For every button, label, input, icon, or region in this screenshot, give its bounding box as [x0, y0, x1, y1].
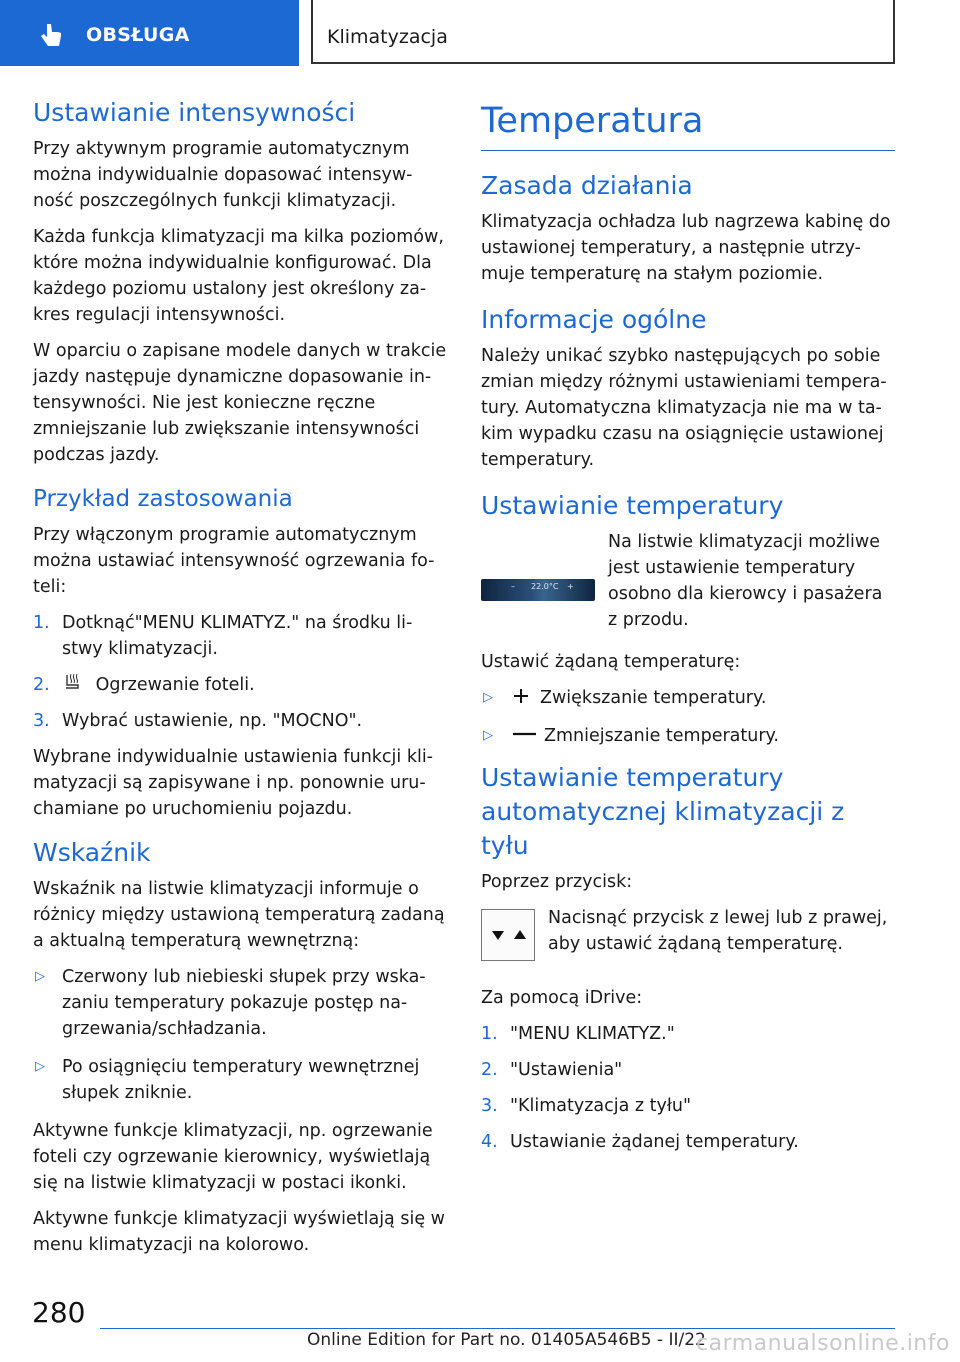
section-title: OBSŁUGA	[86, 24, 190, 46]
climate-bar-image	[481, 579, 595, 601]
edition-text: Online Edition for Part no. 01405A546B5 - II/22	[307, 1330, 706, 1350]
list-item	[33, 1054, 448, 1106]
step-number: 2.	[481, 1060, 498, 1080]
chapter-title: Klimatyzacja	[327, 26, 448, 48]
step-number: 3.	[481, 1096, 498, 1116]
paragraph: Poprzez przycisk:	[481, 872, 633, 892]
list-item	[33, 672, 448, 698]
heading-temperature: Temperatura	[481, 101, 704, 141]
paragraph: Każda funkcja klimatyzacji ma kilka poziomów, które można indywidualnie konfigurować. Dla każdego poziomu ustalony jest określony za-kres regulacji intensywności.	[33, 227, 444, 325]
bullet-list	[481, 685, 895, 749]
heading-principle: Zasada działania	[481, 171, 693, 200]
step-number: 2.	[33, 675, 50, 695]
rear-temp-button-image	[481, 909, 535, 961]
list-item	[33, 610, 448, 662]
step-text: Wybrać ustawienie, np. "MOCNO".	[62, 711, 363, 731]
step-text: Ogrzewanie foteli.	[95, 675, 255, 695]
step-text: "Klimatyzacja z tyłu"	[510, 1096, 691, 1116]
section-tab	[0, 0, 299, 66]
bullet-text: Zwiększanie temperatury.	[540, 688, 767, 708]
bullet-list	[33, 964, 448, 1106]
bar-plus-label: +	[567, 582, 574, 591]
list-item	[33, 964, 448, 1042]
step-text: "MENU KLIMATYZ."	[510, 1024, 675, 1044]
page-number: 280	[32, 1296, 86, 1329]
step-number: 1.	[33, 613, 50, 633]
list-item	[481, 1057, 895, 1083]
heading-set-temperature: Ustawianie temperatury	[481, 491, 784, 520]
paragraph: Przy włączonym programie automatycznym można ustawiać intensywność ogrzewania fo-teli:	[33, 525, 435, 597]
button-caption: Nacisnąć przycisk z lewej lub z prawej, aby ustawić żądaną temperaturę.	[548, 908, 888, 954]
paragraph: Wskaźnik na listwie klimatyzacji informuje o różnicy między ustawioną temperaturą zadaną a aktualną temperaturą wewnętrzną:	[33, 879, 445, 951]
paragraph: Należy unikać szybko następujących po sobie zmian między różnymi ustawieniami tempera-tury. Automatyczna klimatyzacja nie ma w ta-kim wypadku czasu na osiągnięcie ustawionej temperatury.	[481, 346, 887, 470]
list-item	[481, 1021, 895, 1047]
left-column	[33, 96, 448, 1268]
temperature-figure	[481, 529, 895, 639]
figure-caption: Na listwie klimatyzacji możliwe jest ustawienie temperatury osobno dla kierowcy i pasażera z przodu.	[608, 532, 883, 630]
paragraph: Wybrane indywidualnie ustawienia funkcji kli-matyzacji są zapisywane i np. ponownie uru-chamiane po uruchomieniu pojazdu.	[33, 747, 433, 819]
bullet-triangle-icon: ▷	[483, 728, 493, 743]
bullet-text: Zmniejszanie temperatury.	[544, 726, 779, 746]
step-text: Dotknąć"MENU KLIMATYZ." na środku li-stwy klimatyzacji.	[62, 613, 413, 659]
list-item	[481, 1129, 895, 1155]
heading-rule	[481, 150, 895, 151]
step-number: 3.	[33, 711, 50, 731]
paragraph: W oparciu o zapisane modele danych w trakcie jazdy następuje dynamiczne dopasowanie in-tensywności. Nie jest konieczne ręczne zmniejszanie lub zwiększanie intensywności podczas jazdy.	[33, 341, 447, 465]
paragraph: Przy aktywnym programie automatycznym można indywidualnie dopasować intensyw-ność poszczególnych funkcji klimatyzacji.	[33, 139, 413, 211]
heading-indicator: Wskaźnik	[33, 838, 151, 867]
step-number: 1.	[481, 1024, 498, 1044]
heading-rear-temperature: Ustawianie temperatury automatycznej klimatyzacji z tyłu	[481, 763, 845, 860]
paragraph: Za pomocą iDrive:	[481, 988, 643, 1008]
rear-button-figure	[481, 905, 895, 971]
bar-minus-label: –	[511, 582, 515, 591]
list-item	[481, 685, 895, 711]
bullet-triangle-icon: ▷	[483, 690, 493, 705]
list-item	[481, 1093, 895, 1119]
list-item	[481, 723, 895, 749]
minus-icon	[510, 725, 536, 743]
bullet-triangle-icon: ▷	[35, 969, 45, 984]
step-text: Ustawianie żądanej temperatury.	[510, 1132, 799, 1152]
bar-temperature-label: 22.0°C	[531, 582, 559, 591]
hand-pointer-icon	[38, 22, 64, 50]
plus-icon	[510, 687, 532, 705]
bullet-triangle-icon: ▷	[35, 1059, 45, 1074]
right-column	[481, 96, 895, 1165]
bullet-text: Czerwony lub niebieski słupek przy wska-zaniu temperatury pokazuje postęp na-grzewania/schładzania.	[62, 967, 426, 1039]
seat-heating-icon	[62, 673, 84, 693]
idrive-steps-list	[481, 1021, 895, 1155]
steps-list	[33, 610, 448, 734]
step-number: 4.	[481, 1132, 498, 1152]
paragraph: Ustawić żądaną temperaturę:	[481, 652, 741, 672]
temp-arrows-icon	[482, 910, 534, 960]
paragraph: Aktywne funkcje klimatyzacji, np. ogrzewanie foteli czy ogrzewanie kierownicy, wyświetlają się na listwie klimatyzacji w postaci ikonki.	[33, 1121, 433, 1193]
footer-rule	[100, 1328, 895, 1329]
heading-general: Informacje ogólne	[481, 305, 707, 334]
heading-intensity: Ustawianie intensywności	[33, 98, 356, 127]
paragraph: Klimatyzacja ochładza lub nagrzewa kabinę do ustawionej temperatury, a następnie utrzy-muje temperaturę na stałym poziomie.	[481, 212, 891, 284]
step-text: "Ustawienia"	[510, 1060, 623, 1080]
chapter-box	[311, 0, 895, 64]
list-item	[33, 708, 448, 734]
page-header	[0, 0, 960, 66]
watermark: carmanualsonline.info	[696, 1331, 950, 1356]
paragraph: Aktywne funkcje klimatyzacji wyświetlają się w menu klimatyzacji na kolorowo.	[33, 1209, 445, 1255]
heading-example: Przykład zastosowania	[33, 486, 293, 512]
bullet-text: Po osiągnięciu temperatury wewnętrznej słupek zniknie.	[62, 1057, 420, 1103]
